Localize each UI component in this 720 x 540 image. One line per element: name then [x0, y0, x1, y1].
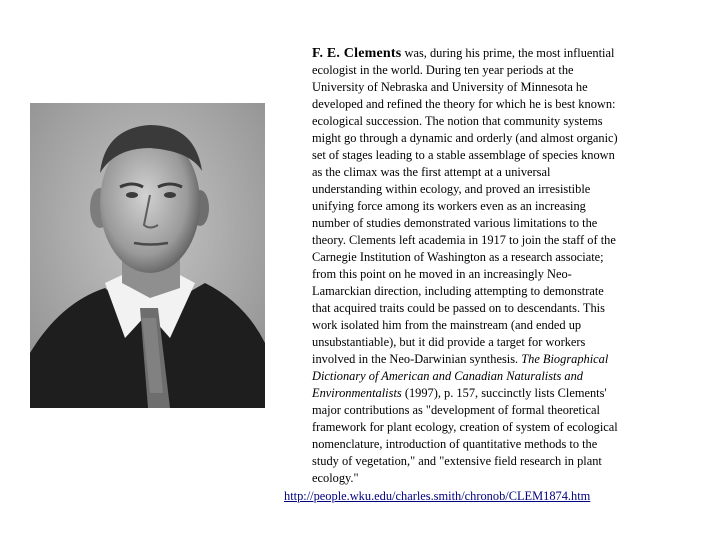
bio-line: framework for plant ecology, creation of system of ecological — [312, 420, 618, 434]
bio-line: ecological succession. The notion that community systems — [312, 114, 603, 128]
bio-line: set of stages leading to a stable assemblage of species known — [312, 148, 615, 162]
bio-line: theory. Clements left academia in 1917 to join the staff of the — [312, 233, 616, 247]
source-link[interactable]: http://people.wku.edu/charles.smith/chronob/CLEM1874.htm — [284, 489, 591, 503]
bio-line: ecology." — [312, 471, 359, 485]
bio-line: number of studies demonstrated various limitations to the — [312, 216, 598, 230]
bio-line: understanding within ecology, and proved an irresistible — [312, 182, 591, 196]
bio-line: F. E. Clements was, during his prime, the most influential — [312, 46, 615, 61]
bio-line: developed and refined the theory for which he is best known: — [312, 97, 616, 111]
bio-line: Lamarckian direction, including attempting to demonstrate — [312, 284, 604, 298]
bio-line: from this point on he moved in an increasingly Neo- — [312, 267, 572, 281]
bio-line: nomenclature, introduction of quantitative methods to the — [312, 437, 598, 451]
bio-line: involved in the Neo-Darwinian synthesis. The Biographical — [312, 352, 609, 366]
bio-line: as the climax was the first attempt at a universal — [312, 165, 551, 179]
bio-line: unsubstantiable), but it did provide a target for workers — [312, 335, 586, 349]
portrait-photo — [30, 103, 265, 408]
bio-line: major contributions as "development of formal theoretical — [312, 403, 600, 417]
book-title: The Biographical — [521, 352, 609, 366]
bio-line: might go through a dynamic and orderly (and almost organic) — [312, 131, 618, 145]
bio-line: study of vegetation," and "extensive field research in plant — [312, 454, 602, 468]
book-title: Dictionary of American and Canadian Naturalists and — [312, 369, 583, 383]
bio-line: Environmentalists (1997), p. 157, succinctly lists Clements' — [312, 386, 607, 400]
biography-text — [312, 45, 664, 487]
bio-line: that acquired traits could be passed on to descendants. This — [312, 301, 605, 315]
bio-line: University of Nebraska and University of Minnesota he — [312, 80, 588, 94]
bio-line: Carnegie Institution of Washington as a research associate; — [312, 250, 604, 264]
book-title: Environmentalists — [312, 386, 402, 400]
bio-line: work isolated him from the mainstream (and ended up — [312, 318, 582, 332]
subject-name: F. E. Clements — [312, 46, 402, 61]
bio-line: ecologist in the world. During ten year periods at the — [312, 63, 574, 77]
bio-line: unifying force among its workers even as an increasing — [312, 199, 586, 213]
